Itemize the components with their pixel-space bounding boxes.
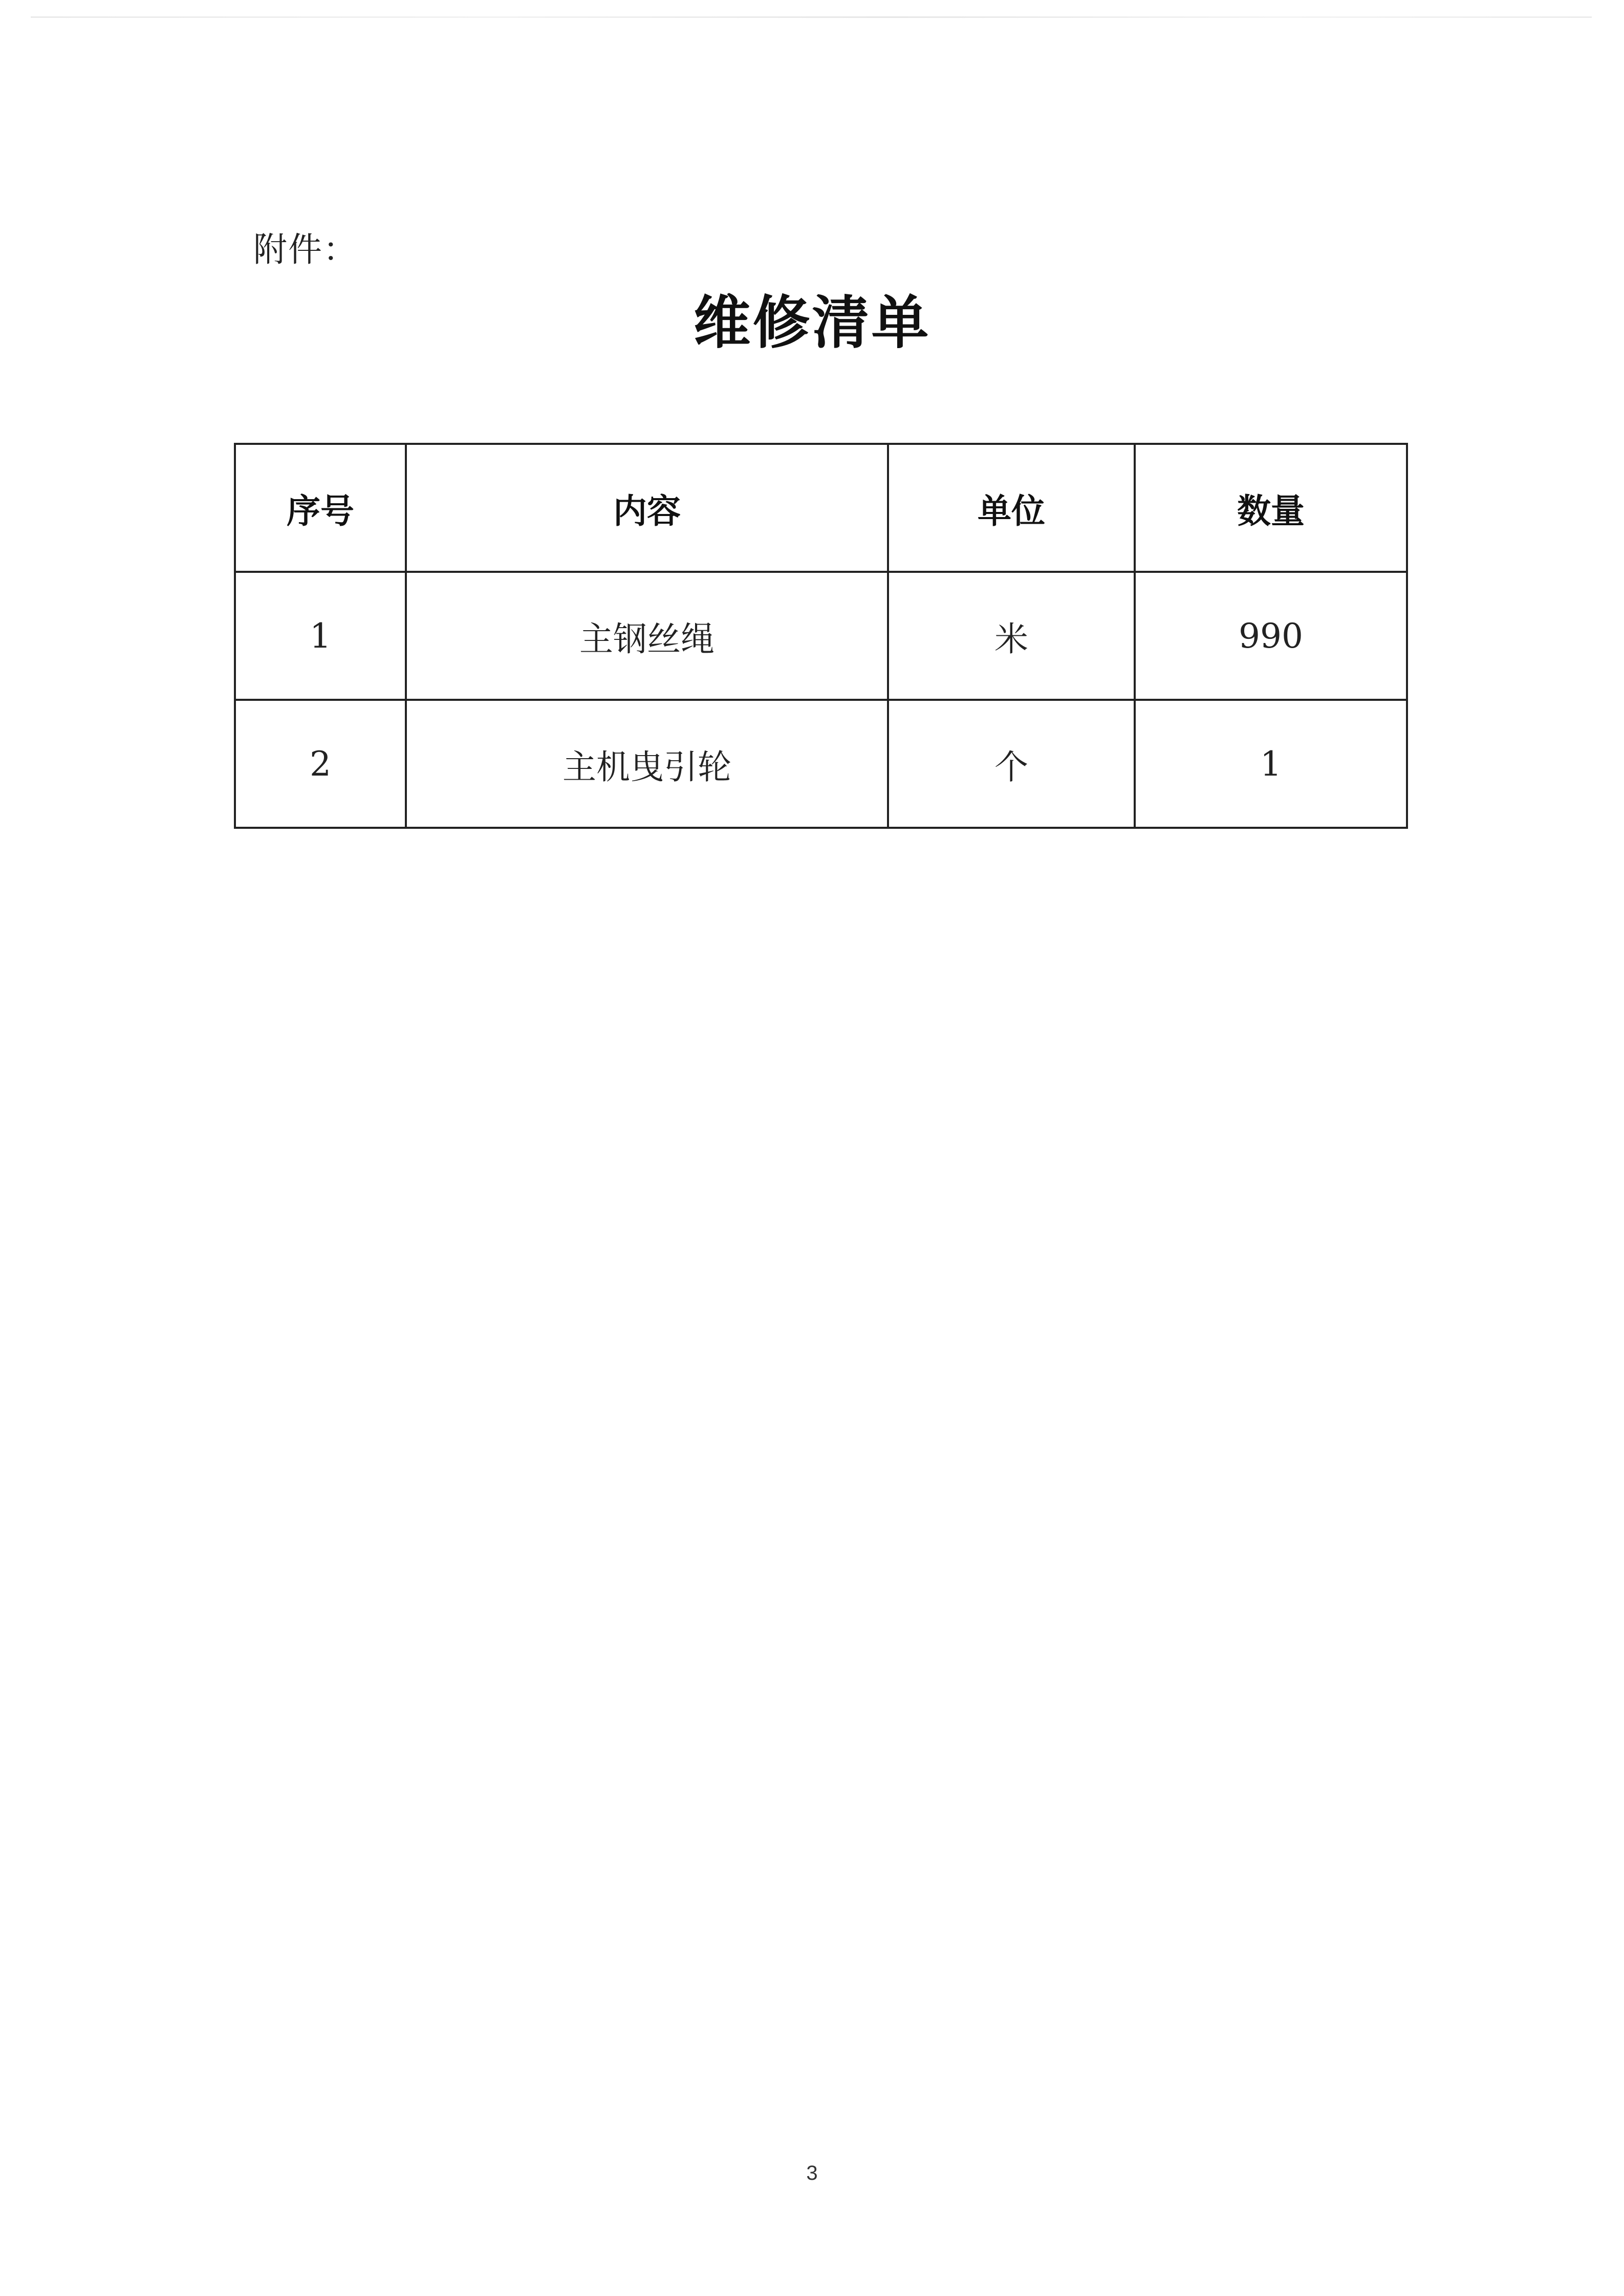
cell-content: 主钢丝绳: [406, 572, 888, 700]
cell-content: 主机曳引轮: [406, 700, 888, 828]
table-header-row: [235, 444, 1407, 572]
cell-unit: 米: [888, 572, 1135, 700]
table-row: [235, 572, 1407, 700]
header-content: 内容: [406, 444, 888, 572]
cell-seq: 1: [235, 572, 406, 700]
page-number: 3: [806, 2162, 818, 2184]
scan-edge-artifact: [31, 16, 1592, 18]
cell-quantity: 990: [1135, 572, 1407, 700]
header-quantity: 数量: [1135, 444, 1407, 572]
table-row: [235, 700, 1407, 828]
header-unit: 单位: [888, 444, 1135, 572]
cell-unit: 个: [888, 700, 1135, 828]
cell-quantity: 1: [1135, 700, 1407, 828]
document-title: 维修清单: [693, 290, 931, 356]
repair-list-table: [234, 443, 1408, 829]
attachment-label: 附件：: [253, 230, 358, 269]
cell-seq: 2: [235, 700, 406, 828]
header-seq: 序号: [235, 444, 406, 572]
